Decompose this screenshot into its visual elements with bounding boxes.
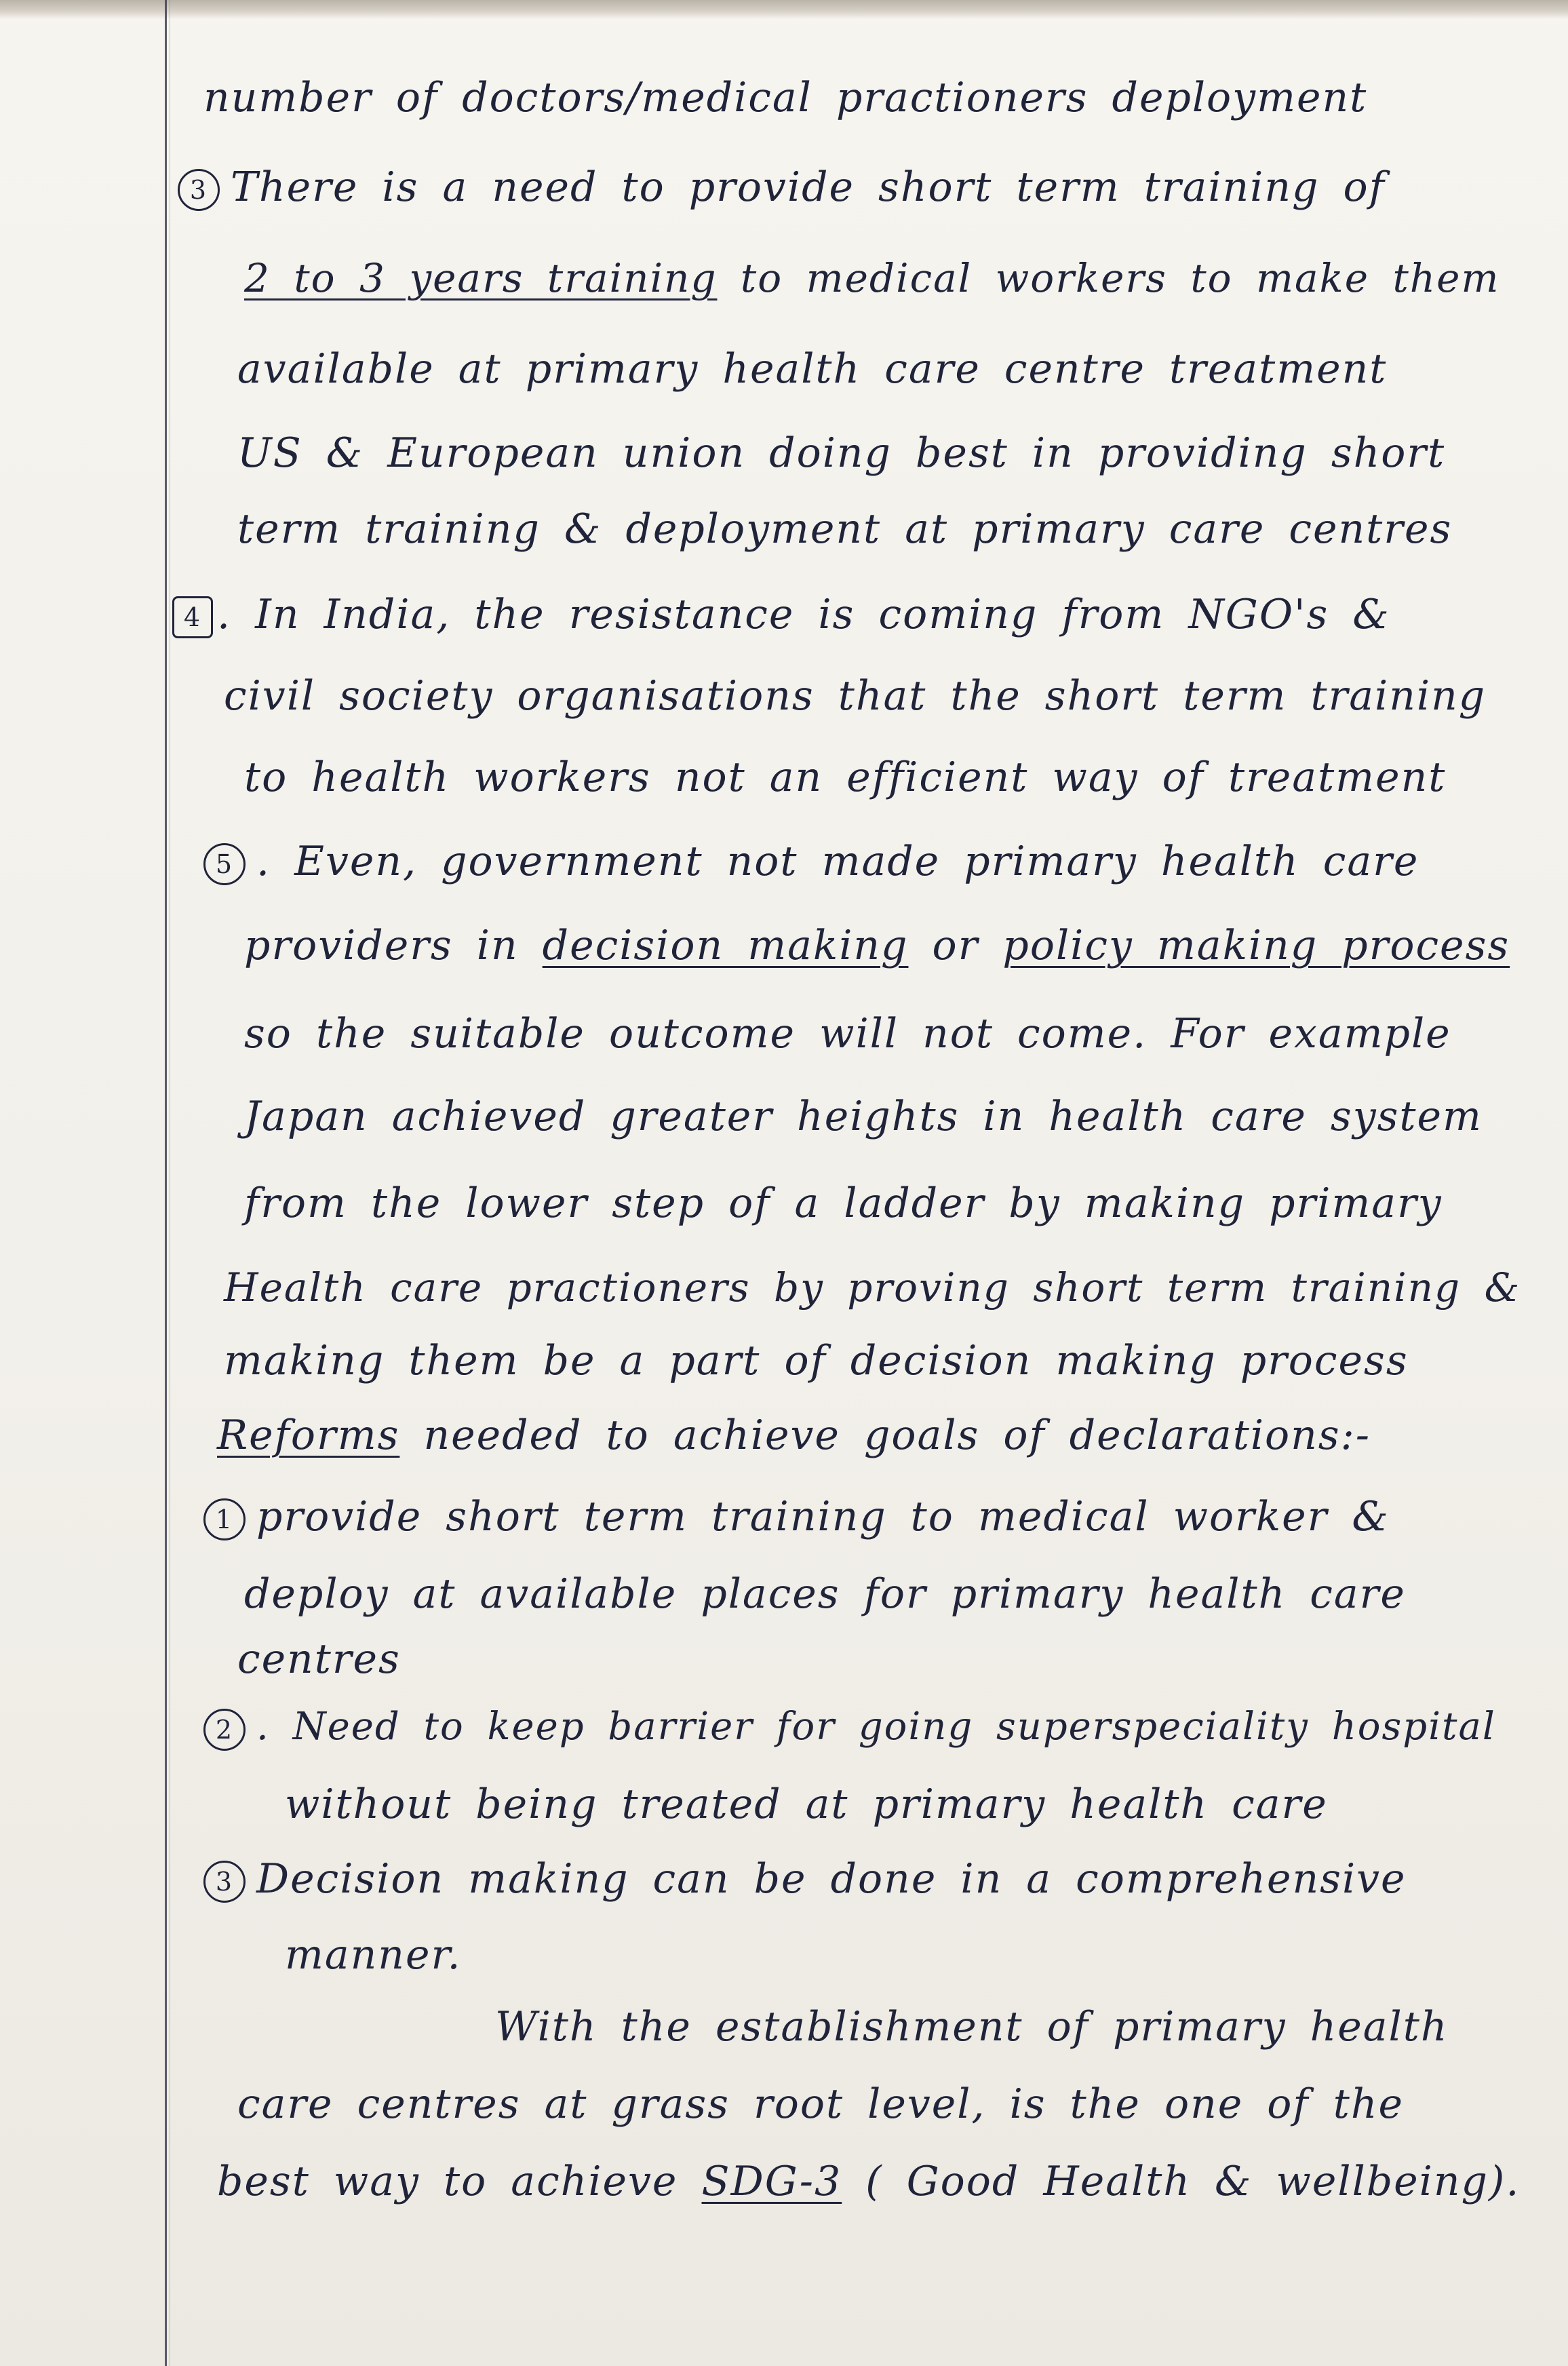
- handwritten-line: [172, 582, 1390, 647]
- handwritten-line: [203, 65, 1367, 130]
- handwritten-line: [237, 1627, 401, 1692]
- line-text: to medical workers to make them: [717, 255, 1500, 301]
- underlined-text: decision making: [542, 922, 909, 969]
- handwritten-line: [237, 421, 1445, 486]
- handwritten-line: [203, 1694, 1496, 1760]
- line-text: provide short term training to medical worker &: [256, 1493, 1390, 1540]
- line-text: . Need to keep barrier for going superspeciality hospital: [256, 1705, 1496, 1749]
- underlined-text: SDG-3: [701, 2158, 842, 2205]
- handwritten-line: [495, 1994, 1448, 2059]
- handwritten-line: [178, 155, 1386, 220]
- handwritten-line: [224, 663, 1486, 729]
- margin-rule: [165, 0, 167, 2366]
- line-text: to health workers not an efficient way of treatment: [244, 754, 1447, 801]
- point-number: 1: [203, 1498, 246, 1540]
- line-text: centres: [237, 1635, 401, 1683]
- point-number: 3: [203, 1861, 246, 1903]
- line-text: deploy at available places for primary health care: [244, 1570, 1406, 1618]
- line-text: making them be a part of decision making process: [224, 1337, 1409, 1384]
- handwritten-line: [203, 1484, 1390, 1549]
- line-text: . In India, the resistance is coming from NGO's &: [217, 591, 1390, 638]
- handwritten-line: [203, 1846, 1407, 1912]
- underlined-text: Reforms: [217, 1412, 400, 1459]
- line-text: care centres at grass root level, is the one of the: [237, 2080, 1404, 2128]
- line-text: or: [908, 922, 1003, 969]
- line-text: manner.: [285, 1931, 462, 1979]
- line-text: number of doctors/medical practioners deployment: [203, 74, 1368, 121]
- underlined-text: policy making process: [1002, 922, 1510, 969]
- handwritten-line: [244, 745, 1446, 810]
- point-number: 5: [203, 843, 246, 885]
- underlined-text: 2 to 3 years training: [244, 255, 718, 301]
- line-text: Decision making can be done in a comprehensive: [256, 1855, 1407, 1903]
- handwritten-line: [203, 829, 1419, 894]
- handwritten-line: [244, 1562, 1406, 1627]
- line-text: There is a need to provide short term training of: [231, 163, 1386, 211]
- line-text: . Even, government not made primary health care: [256, 838, 1419, 885]
- handwritten-line: [244, 1001, 1451, 1066]
- line-text: needed to achieve goals of declarations:-: [399, 1412, 1371, 1459]
- line-text: ( Good Health & wellbeing).: [842, 2158, 1521, 2205]
- handwritten-line: [285, 1922, 462, 1987]
- line-text: US & European union doing best in providing short: [237, 429, 1446, 477]
- scan-edge-shadow: [0, 0, 1568, 19]
- point-number: 4: [172, 596, 213, 638]
- line-text: [1482, 1337, 1512, 1384]
- line-text: With the establishment of primary health: [495, 2003, 1449, 2051]
- line-text: civil society organisations that the short term training: [224, 672, 1487, 720]
- handwritten-line: [237, 2072, 1404, 2137]
- line-text: term training & deployment at primary care centres: [237, 505, 1453, 553]
- line-text: Japan achieved greater heights in health care system: [244, 1093, 1483, 1140]
- handwritten-line: [244, 246, 1500, 311]
- handwritten-line: [237, 336, 1387, 402]
- line-text: so the suitable outcome will not come. For example: [244, 1010, 1451, 1058]
- handwritten-line: [217, 1403, 1371, 1468]
- line-text: providers in: [244, 922, 543, 969]
- line-text: available at primary health care centre treatment: [237, 345, 1388, 393]
- point-number: 3: [178, 169, 220, 211]
- handwritten-line: [217, 2149, 1520, 2214]
- handwritten-line: [244, 913, 1510, 978]
- line-text: without being treated at primary health care: [285, 1781, 1328, 1828]
- handwritten-line: [285, 1772, 1328, 1837]
- handwritten-line: [224, 1255, 1521, 1320]
- line-text: Health care practioners by proving short term training &: [224, 1264, 1521, 1311]
- point-number: 2: [203, 1709, 246, 1751]
- line-text: from the lower step of a ladder by making primary: [244, 1180, 1443, 1227]
- handwritten-line: [237, 497, 1452, 562]
- handwritten-line: [224, 1328, 1409, 1393]
- handwritten-line: [244, 1171, 1443, 1236]
- handwritten-line: [244, 1084, 1483, 1149]
- line-text: best way to achieve: [217, 2158, 702, 2205]
